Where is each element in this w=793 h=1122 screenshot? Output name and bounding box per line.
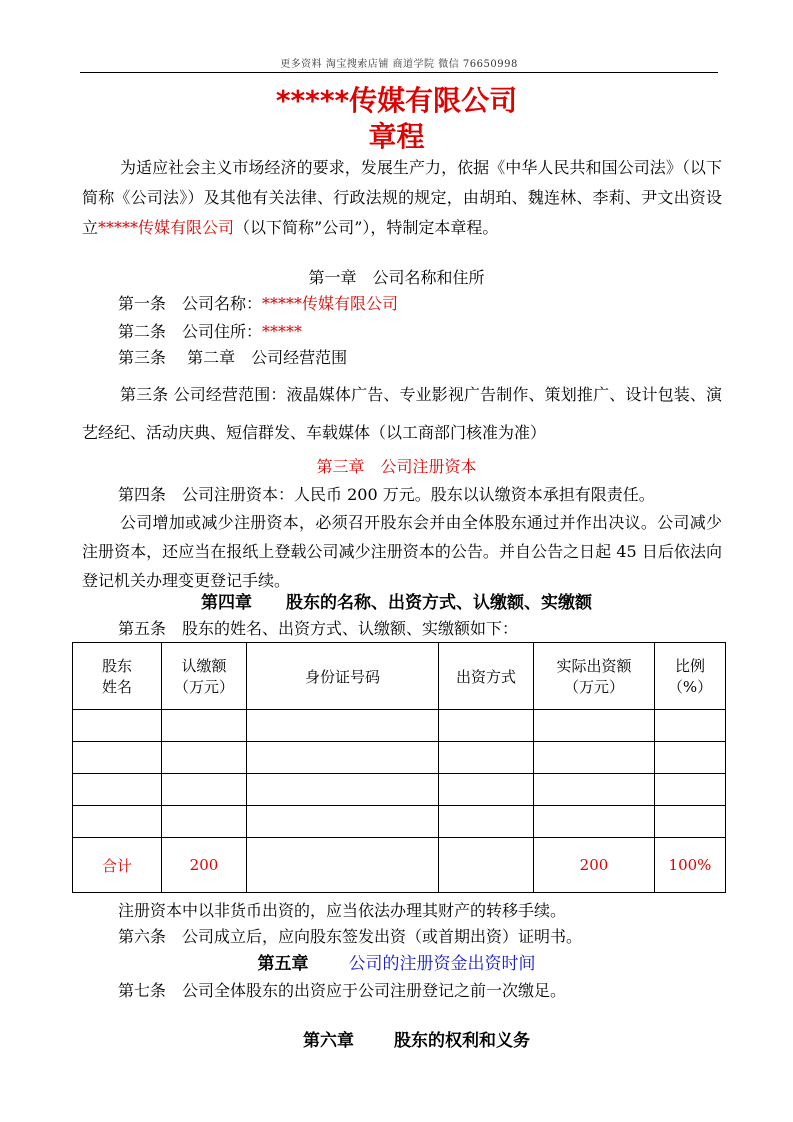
article-3-heading: 第三条 第二章 公司经营范围 [118,348,348,367]
header-method: 出资方式 [439,643,534,710]
table-row [73,742,726,774]
chapter-3-heading: 第三章 公司注册资本 [316,457,477,476]
document-title-company: *****传媒有限公司 [275,84,518,117]
header-id-number: 身份证号码 [247,643,439,710]
table-cell [73,774,162,806]
table-total-row [73,838,726,893]
capital-change-paragraph: 公司增加或减少注册资本，必须召开股东会并由全体股东通过并作出决议。公司减少注册资本，还应当在报纸上登载公司减少注册资本的公告。并自公告之日起 45 日后依法向登记机关办理变更登记手续。 [82,513,722,590]
table-row [73,710,726,742]
article-1-label: 第一条 公司名称： [118,294,263,313]
header-actual: 实际出资额 （万元） [534,643,655,710]
table-cell [73,710,162,742]
table-cell [439,774,534,806]
table-cell [162,710,247,742]
document-title-charter: 章程 [368,120,425,153]
total-actual: 200 [534,838,655,893]
intro-text-end: （以下简称”公司”），特制定本章程。 [234,218,499,237]
table-cell [162,774,247,806]
header-shareholder-name: 股东 姓名 [73,643,162,710]
table-cell [162,742,247,774]
table-cell [247,774,439,806]
table-cell [534,710,655,742]
chapter-4-heading: 第四章 股东的名称、出资方式、认缴额、实缴额 [201,593,592,613]
article-2 [118,318,302,346]
article-2-value: ***** [262,322,303,341]
table-cell [247,710,439,742]
total-method [439,838,534,893]
chapter-5-label: 第五章 [257,954,309,974]
table-cell [439,710,534,742]
table-cell [247,806,439,838]
table-cell [439,742,534,774]
table-cell [655,710,726,742]
article-6: 第六条 公司成立后，应向股东签发出资（或首期出资）证明书。 [118,927,583,946]
article-4: 第四条 公司注册资本：人民币 200 万元。股东以认缴资本承担有限责任。 [118,485,655,504]
table-cell [247,742,439,774]
page-header: 更多资料 淘宝搜索店铺 商道学院 微信 76650998 [280,59,518,70]
chapter-1-heading: 第一章 公司名称和住所 [308,268,485,287]
intro-paragraph [82,153,722,243]
article-1 [118,290,398,318]
total-label: 合计 [73,838,162,893]
header-subscribed: 认缴额 （万元） [162,643,247,710]
table-cell [655,806,726,838]
noncash-contribution-note: 注册资本中以非货币出资的，应当依法办理其财产的转移手续。 [118,901,567,920]
total-id [247,838,439,893]
shareholder-table [72,642,726,893]
total-subscribed: 200 [162,838,247,893]
header-ratio: 比例 （%） [655,643,726,710]
intro-company-name: *****传媒有限公司 [98,218,235,237]
table-cell [534,742,655,774]
table-cell [73,742,162,774]
table-cell [534,774,655,806]
article-5: 第五条 股东的姓名、出资方式、认缴额、实缴额如下： [118,619,519,638]
article-3-scope: 第三条 公司经营范围：液晶媒体广告、专业影视广告制作、策划推广、设计包装、演艺经纪、活动庆典、短信群发、车载媒体（以工商部门核准为准） [82,385,722,442]
table-cell [534,806,655,838]
article-1-value: *****传媒有限公司 [262,294,399,313]
table-cell [655,742,726,774]
article-7: 第七条 公司全体股东的出资应于公司注册登记之前一次缴足。 [118,981,567,1000]
chapter-5-heading [0,950,793,978]
header-divider [80,72,718,73]
table-row [73,806,726,838]
chapter-5-title: 公司的注册资金出资时间 [348,954,536,974]
table-cell [162,806,247,838]
article-2-label: 第二条 公司住所： [118,322,263,341]
chapter-6-heading: 第六章 股东的权利和义务 [303,1031,530,1051]
table-header-row [73,643,726,710]
table-cell [439,806,534,838]
table-cell [73,806,162,838]
intro-text: 为适应社会主义市场经济的要求，发展生产力，依据《中华人民共和国公司法》（以下简称《公司法》）及其他有关法律、行政法规的规定，由胡珀、魏连林、李莉、尹文出资设立 [82,158,722,237]
table-cell [655,774,726,806]
table-row [73,774,726,806]
total-ratio: 100% [655,838,726,893]
